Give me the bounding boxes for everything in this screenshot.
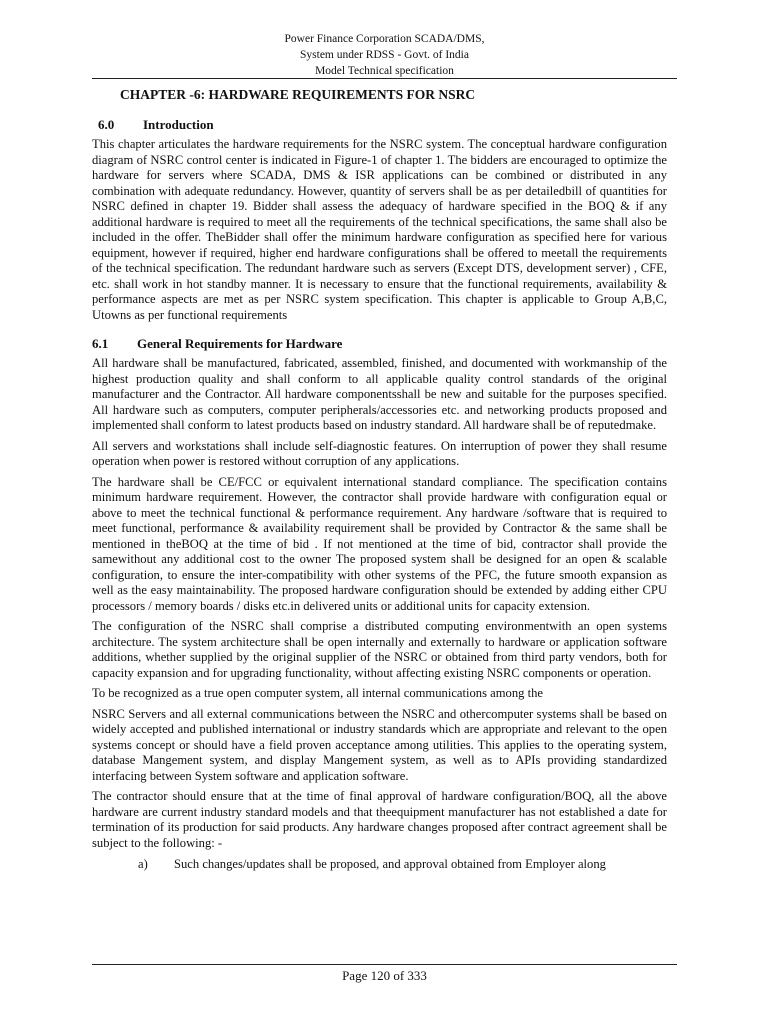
paragraph-manufacture: All hardware shall be manufactured, fabricated, assembled, finished, and documented with workmanship of the highest production quality and shall conform to all applicable quality control standards of the original manufacturer and the Contractor. All hardware componentsshall be new and suitable for the purposes specified. All hardware such as computers, computer peripherals/accessories etc. and networking products proposed and implemented shall conform to latest products based on industry standard. All hardware shall be of reputedmake.: [92, 356, 667, 432]
paragraph-self-diagnostic: All servers and workstations shall include self-diagnostic features. On interruption of power they shall resume operation when power is restored without corruption of any applications.: [92, 438, 667, 468]
header-line-2: System under RDSS - Govt. of India: [300, 49, 469, 61]
paragraph-compliance: The hardware shall be CE/FCC or equivalent international standard compliance. The specification contains minimum hardware requirement. However, the contractor shall provide hardware with configuration equal or above to meet the technical functional & performance requirement. Any hardware /software that is required to meet functional, performance & availability requirement shall be provided by Contractor & the same shall be mentioned in theBOQ at the time of bid . If not mentioned at the time of bid, contractor shall provide the samewithout any additional cost to the owner The proposed system shall be designed for an open & scalable configuration, to ensure the inter-compatibility with other systems of the PFC, the future smooth expansion as well as the easy maintainability. The proposed hardware configuration should be extended by adding either CPU processors / memory boards / disks etc.in delivered units or additional units for capacity extension.: [92, 474, 667, 613]
list-item-text: Such changes/updates shall be proposed, and approval obtained from Employer along: [174, 857, 606, 871]
header-line-3: Model Technical specification: [315, 65, 454, 77]
header-line-1: Power Finance Corporation SCADA/DMS,: [284, 33, 485, 45]
paragraph-configuration: The configuration of the NSRC shall comprise a distributed computing environmentwith an open systems architecture. The system architecture shall be open internally and externally to hardware or application software additions, whether supplied by the original supplier of the NSRC or obtained from third party vendors, both for capacity expansion and for upgrading functionality, without affecting existing NSRC components or operation.: [92, 619, 667, 680]
header-divider: [92, 78, 677, 79]
section-title: General Requirements for Hardware: [137, 336, 343, 351]
list-item: [92, 857, 667, 873]
page-header: [92, 31, 677, 79]
paragraph-open-system: To be recognized as a true open computer system, all internal communications among the: [92, 686, 543, 700]
section-heading-introduction: [92, 116, 667, 133]
paragraph-contractor: The contractor should ensure that at the time of final approval of hardware configuration/BOQ, all the above hardware are current industry standard models and that theequipment manufacturer has not established a date for termination of its production for said products. Any hardware changes proposed after contract agreement shall be subject to the following: -: [92, 789, 667, 850]
section-heading-general-requirements: [92, 335, 667, 352]
footer-divider: [92, 964, 677, 965]
intro-paragraph: This chapter articulates the hardware requirements for the NSRC system. The conceptual hardware configuration diagram of NSRC control center is indicated in Figure-1 of chapter 1. The bidders are encouraged to optimize the hardware for servers where SCADA, DMS & ISR applications can be combined or distributed in any combination with adequate redundancy. However, quantity of servers shall be as per detailedbill of quantities for NSRC defined in chapter 19. Bidder shall assess the adequacy of hardware specified in the BOQ & if any additional hardware is required to meet all the requirements of the technical specifications, the same shall also be included in the offer. TheBidder shall offer the minimum hardware configuration as specified here for various equipment, however if required, higher end hardware configurations shall be offered to meetall the requirements of the technical specification. The redundant hardware such as servers (Except DTS, development server) , CFE, etc. shall work in hot standby manner. It is necessary to ensure that the functional requirements, availability & performance aspects are met as per NSRC system specification. This chapter is applicable to Group A,B,C, Utowns as per functional requirements: [92, 137, 667, 322]
section-number: 6.1: [92, 336, 109, 351]
section-title: Introduction: [143, 117, 214, 132]
chapter-title: CHAPTER -6: HARDWARE REQUIREMENTS FOR NSRC: [120, 87, 476, 102]
paragraph-communications: NSRC Servers and all external communications between the NSRC and othercomputer systems shall be based on widely accepted and published international or industry standards which are appropriate and relevant to the open systems concept or should have a field proven acceptance among utilities. This applies to the operating system, database Mangement system, and display Mangement system, as well as to APIs providing standardized interfacing between System software and application software.: [92, 706, 667, 783]
page-number: Page 120 of 333: [342, 968, 427, 983]
page-body: [92, 86, 667, 873]
list-marker: a): [138, 857, 148, 871]
section-number: 6.0: [98, 117, 115, 132]
